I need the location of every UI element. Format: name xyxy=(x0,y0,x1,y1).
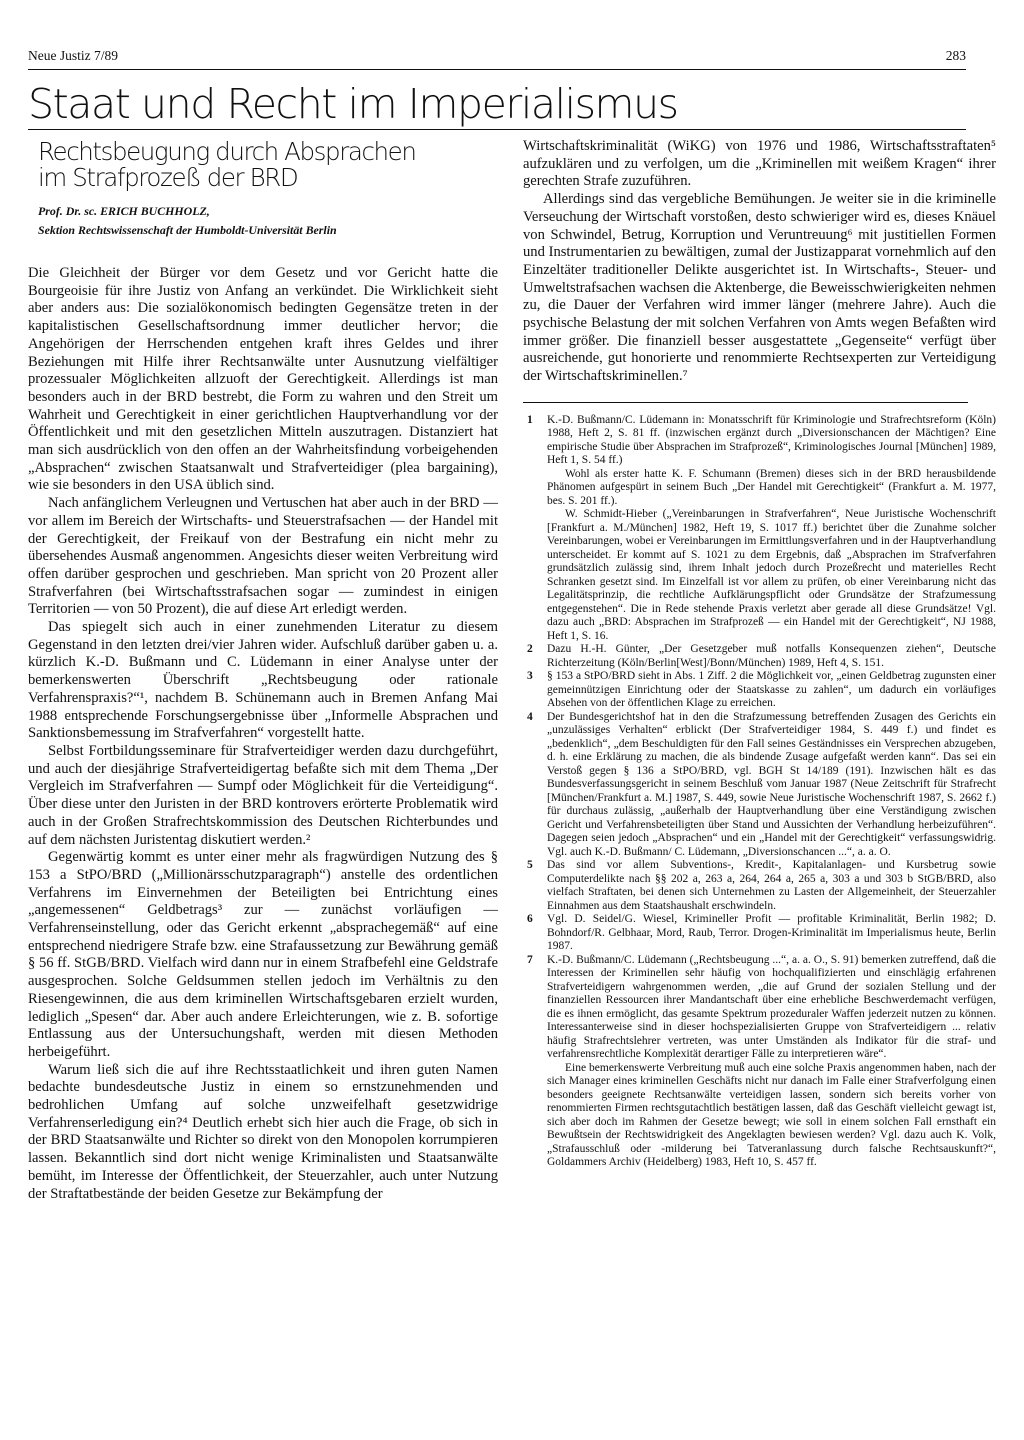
footnote-number: 6 xyxy=(527,913,533,926)
footnote-text xyxy=(547,670,996,711)
body-paragraph: Nach anfänglichem Verleugnen und Vertuschen hat aber auch in der BRD — vor allem im Bereich der Wirtschafts- und Steuerstrafsachen — der Handel mit der Gerechtigkeit, der Freikauf von der Bestrafung ein nicht mehr zu übersehendes Ausmaß angenommen. Angesichts dieser weiten Verbreitung wird offen darüber gesprochen und geschrieben. Man spricht von 20 Prozent aller Strafverfahren (bei Wirtschaftsstrafsachen sogar — zumindest in einigen Territorien — von 50 Prozent), die auf diese Art erledigt werden. xyxy=(28,495,498,618)
footnote-paragraph: K.-D. Bußmann/C. Lüdemann („Rechtsbeugung ...“, a. a. O., S. 91) bemerken zutreffend, daß die Interessen der Kriminellen sehr häufig von hochqualifizierten und einschlägig erfahrenen Strafverteidigern wahrgenommen werden, „die auf Grund der sozialen Stellung und der finanziellen Ressourcen ihrer Mandantschaft über eine erhebliche Beschwerdemacht verfügen, die es ihnen ermöglicht, das gesamte Spektrum prozeduraler Waffen jederzeit nutzen zu können. Interessanterweise sind in dieser hochspezialisierten Gruppe von Strafverteidigern ... relativ häufig Strafrechtslehrer vertreten, was unter Umständen als Indikator für die straf- und verfahrensrechtliche Komplexität derartiger Fälle zu interpretieren wäre“. xyxy=(547,953,996,1061)
footnote xyxy=(523,954,996,1170)
footnote xyxy=(523,913,996,954)
footnotes xyxy=(523,414,996,1170)
journal-issue: Neue Justiz 7/89 xyxy=(28,48,118,63)
author-block xyxy=(38,202,498,240)
footnote-number: 4 xyxy=(527,710,533,723)
body-paragraph: Allerdings sind das vergebliche Bemühungen. Je weiter sie in die kriminelle Verseuchung der Wirtschaft vorstoßen, desto schwieriger wird es, dieses Knäuel von Schwindel, Betrug, Korruption und Veruntreuung⁶ mit justitiellen Formen und Instrumentarien zu bewältigen, zumal der Justizapparat vornehmlich auf den Einzeltäter traditioneller Delikte ausgerichtet ist. In Wirtschafts-, Steuer- und Umweltstrafsachen wachsen die Aktenberge, die Beweisschwierigkeiten nehmen zu, die Dauer der Verfahren wird immer länger (mehrere Jahre). Auch die psychische Belastung der mit solchen Verfahren von Amts wegen Befaßten wird immer größer. Die finanziell besser ausgestattete „Gegenseite“ verfügt über ausreichende, gut honorierte und renommierte Rechtsexperten zur Verteidigung der Wirtschaftskriminellen.⁷ xyxy=(523,191,996,385)
footnote-text xyxy=(547,643,996,670)
footnote xyxy=(523,859,996,913)
footnote-text xyxy=(547,859,996,913)
footnote xyxy=(523,414,996,644)
footnote-text xyxy=(547,913,996,954)
footnote-paragraph: Vgl. D. Seidel/G. Wiesel, Krimineller Profit — profitable Kriminalität, Berlin 1982; D. Bohndorf/R. Gelbhaar, Mord, Raub, Terror. Drogen-Kriminalität im Imperialismus heute, Berlin 1987. xyxy=(547,913,996,953)
body-paragraph: Warum ließ sich die auf ihre Rechtsstaatlichkeit und ihren guten Namen bedachte bundesdeutsche Justiz in einem so ernstzunehmenden und bedrohlichen Umfang auf solche unzweifelhaft gesetzwidrige Verfahrenserledigung ein?⁴ Deutlich erhebt sich hier auch die Frage, ob sich in der BRD Staatsanwälte und Richter so direkt von den Monopolen korrumpieren lassen. Bekanntlich sind dort nicht wenige Kriminalisten und Staatsanwälte bemüht, im Interesse der Öffentlichkeit, der Steuerzahler, auch unter Nutzung der Straftatbestände der beiden Gesetze zur Bekämpfung der xyxy=(28,1061,498,1202)
footnote-number: 3 xyxy=(527,670,533,683)
footnote-text xyxy=(547,711,996,860)
article-title-line: Rechtsbeugung durch Absprachen xyxy=(38,137,416,166)
article-body-left xyxy=(28,265,498,1203)
footnote-number: 2 xyxy=(527,643,533,656)
footnote xyxy=(523,643,996,670)
author-name: Prof. Dr. sc. ERICH BUCHHOLZ, xyxy=(38,204,210,218)
header-rule xyxy=(28,69,966,70)
page-number: 283 xyxy=(945,48,966,63)
running-header xyxy=(28,48,966,68)
footnote-paragraph: Das sind vor allem Subventions-, Kredit-, Kapitalanlagen- und Kursbetrug sowie Computerdelikte nach §§ 202 a, 263 a, 264, 264 a, 265 a, 303 a und 303 b StGB/BRD, also vielfach Straftaten, bei denen sich Unternehmen zu Lasten der Allgemeinheit, der Steuerzahler Einnahmen aus dem Staatshaushalt erschwindeln. xyxy=(547,859,996,912)
footnote-number: 5 xyxy=(527,859,533,872)
body-paragraph: Gegenwärtig kommt es unter einer mehr als fragwürdigen Nutzung des § 153 a StPO/BRD („Millionärsschutzparagraph“) anstelle des ordentlichen Verfahrens im Einvernehmen der Beteiligten bei Entrichtung eines „angemessenen“ Geldbetrags³ zur — zunächst vorläufigen — Verfahrenseinstellung, oder das Gericht erkennt „absprachegemäß“ auf eine entsprechend niedrigere Strafe bzw. eine Strafaussetzung zur Bewährung gemäß § 56 ff. StGB/BRD. Vielfach wird dann nur in einem Strafbefehl eine Geldstrafe ausgesprochen. Solche Geldsummen stellen jedoch im Verhältnis zu den Riesengewinnen, die aus dem kriminellen Wirtschaftsgebaren erzielt wurden, lediglich „Spesen“ dar. Aber auch andere Erleichterungen, wie z. B. sofortige Entlassung aus der Untersuchungshaft, werden mit diesen Methoden herbeigeführt. xyxy=(28,849,498,1060)
section-rule xyxy=(28,129,966,130)
article-body-right xyxy=(523,138,996,386)
article-title xyxy=(38,139,498,191)
body-paragraph: Selbst Fortbildungsseminare für Strafverteidiger werden dazu durchgeführt, und auch der diesjährige Strafverteidigertag befaßte sich mit dem Thema „Der Vergleich im Strafverfahren — Sumpf oder Möglichkeit für die Verteidigung“. Über diese unter den Juristen in der BRD kontrovers erörterte Problematik wird auch in der Großen Strafrechtskommission des Deutschen Richterbundes und auf dem nächsten Juristentag diskutiert werden.² xyxy=(28,742,498,848)
body-paragraph: Die Gleichheit der Bürger vor dem Gesetz und vor Gericht hatte die Bourgeoisie für ihre Justiz von Anfang an verkündet. Die Wirklichkeit sieht aber anders aus: Die sozialökonomisch bedingten Gegensätze treten in der kapitalistischen Gesellschaftsordnung immer deutlicher hervor; die Angehörigen der Herrschenden entgehen kraft ihres Geldes und ihrer Beziehungen mit Hilfe ihrer Rechtsanwälte unter Ausnutzung vielfältiger prozessualer Möglichkeiten allzuoft der Gerechtigkeit. Allerdings ist man besonders auch in der BRD bestrebt, die Form zu wahren und den Streit um Wahrheit und Gerechtigkeit in einer gerichtlichen Hauptverhandlung vor der Öffentlichkeit und mit den gesetzlichen Mitteln auszutragen. Distanziert hat man sich ausdrücklich von den offen an der Wahrheitsfindung vorbeigehenden „Absprachen“ zwischen Staatsanwalt und Strafverteidiger (plea bargaining), wie sie besonders in den USA üblich sind. xyxy=(28,265,498,494)
footnote-paragraph: Der Bundesgerichtshof hat in den die Strafzumessung betreffenden Zusagen des Gerichts ein „unzulässiges Verhalten“ erblickt (Der Strafverteidiger 1984, S. 449 f.) und findet es „bedenklich“, „dem Beschuldigten für den Fall seines Geständnisses ein Versprechen abzugeben, d. h. eine Erklärung zu machen, die als bindende Zusage aufgefaßt werden kann“. Das sei ein Verstoß gegen § 136 a StPO/BRD, vgl. BGH St 14/189 (191). Inzwischen hält es das Bundesverfassungsgericht in seinem Beschluß vom Januar 1987 (Neue Zeitschrift für Strafrecht [München/Frankfurt a. M.] 1987, S. 449, sowie Neue Juristische Wochenschrift 1987, S. 2662 f.) für durchaus zulässig, „außerhalb der Hauptverhandlung über eine Verständigung zwischen Gericht und Verfahrensbeteiligten über Stand und Aussichten der Verhandlung herbeizuführen“. Dagegen seien jedoch „Absprachen“ und ein „Handel mit der Gerechtigkeit“ verfassungswidrig. Vgl. auch K.-D. Bußmann/ C. Lüdemann, „Diversionschancen ...“, a. a. O. xyxy=(547,710,996,858)
footnote xyxy=(523,670,996,711)
body-paragraph: Wirtschaftskriminalität (WiKG) von 1976 und 1986, Wirtschaftsstraftaten⁵ aufzuklären und zu verfolgen, um die „Kriminellen mit weißem Kragen“ ihrer gerechten Strafe zuzuführen. xyxy=(523,138,996,190)
left-column xyxy=(28,138,498,1203)
footnote-paragraph: K.-D. Bußmann/C. Lüdemann in: Monatsschrift für Kriminologie und Strafrechtsreform (Köln) 1988, Heft 2, S. 81 ff. (inzwischen ergänzt durch „Diversionschancen der Mächtigen? Eine empirische Studie über Absprachen im Strafprozeß“, Kriminologisches Journal [München] 1989, Heft 1, S. 54 ff.) xyxy=(547,413,996,467)
section-title: Staat und Recht im Imperialismus xyxy=(28,80,678,128)
footnote-text xyxy=(547,954,996,1170)
author-affiliation: Sektion Rechtswissenschaft der Humboldt-Universität Berlin xyxy=(38,223,337,237)
footnote-text xyxy=(547,414,996,644)
article-title-line: im Strafprozeß der BRD xyxy=(38,163,298,192)
footnote-paragraph: Dazu H.-H. Günter, „Der Gesetzgeber muß notfalls Konsequenzen ziehen“, Deutsche Richterzeitung (Köln/Berlin[West]/Bonn/München) 1989, Heft 4, S. 151. xyxy=(547,643,996,669)
footnote xyxy=(523,711,996,860)
footnote-number: 7 xyxy=(527,953,533,966)
footnote-paragraph: Eine bemerkenswerte Verbreitung muß auch eine solche Praxis angenommen haben, nach der sich Manager eines kriminellen Geschäfts nicht nur danach im Falle einer Strafverfolgung einen besonders geeignete Rechtsanwälte verteidigen lassen, sondern sich bereits vorher von renommierten Firmen rechtsgutachtlich bestätigen lassen, daß das Geschäft vielleicht gewagt ist, sich aber doch im Rahmen der Gesetze bewegt; wie soll in einem solchen Fall ernsthaft ein Bewußtsein der Rechtswidrigkeit des Angeklagten bewiesen werden? Vgl. dazu auch K. Volk, „Strafausschluß oder -milderung bei Tatveranlassung durch falsche Rechtsauskunft?“, Goldammers Archiv (Heidelberg) 1983, Heft 10, S. 457 ff. xyxy=(547,1061,996,1169)
footnote-paragraph: Wohl als erster hatte K. F. Schumann (Bremen) dieses sich in der BRD herausbildende Phänomen aufgespürt in seinem Buch „Der Handel mit Gerechtigkeit“ (Frankfurt a. M. 1977, bes. S. 201 ff.). xyxy=(547,467,996,507)
footnote-paragraph: § 153 a StPO/BRD sieht in Abs. 1 Ziff. 2 die Möglichkeit vor, „einen Geldbetrag zugunsten einer gemeinnützigen Einrichtung oder der Staatskasse zu zahlen“, um dadurch ein vorläufiges Absehen von der öffentlichen Klage zu erreichen. xyxy=(547,670,996,710)
right-column xyxy=(523,138,996,1170)
body-paragraph: Das spiegelt sich auch in einer zunehmenden Literatur zu diesem Gegenstand in den letzten drei/vier Jahren wider. Aufschluß darüber gaben u. a. kürzlich K.-D. Bußmann und C. Lüdemann in einer Analyse unter der bemerkenswerten Überschrift „Rechtsbeugung oder rationale Verfahrenspraxis?“¹, nachdem B. Schünemann auch in Bremen Anfang Mai 1988 entsprechende Forschungsergebnisse über „Informelle Absprachen und Sanktionsbemessung im Strafverfahren“ vorgestellt hatte. xyxy=(28,619,498,742)
footnote-paragraph: W. Schmidt-Hieber („Vereinbarungen in Strafverfahren“, Neue Juristische Wochenschrift [Frankfurt a. M./München] 1982, Heft 19, S. 1017 ff.) berichtet über die Zunahme solcher Vereinbarungen, wobei er Vereinbarungen im Ermittlungsverfahren und in der Hauptverhandlung unterscheidet. Er kommt auf S. 1021 zu dem Ergebnis, daß „Absprachen im Strafverfahren grundsätzlich zulässig sind, ihrem Inhalt jedoch durch Prozeßrecht und materielles Recht Schranken gesetzt sind. Im Einzelfall ist vor allem zu prüfen, ob einer Vereinbarung nicht das Legalitätsprinzip, die rechtliche Aufklärungspflicht oder Grundsätze der Strafzumessung entgegenstehen“. Die in Rede stehende Praxis verletzt aber gerade all diese Grundsätze! Vgl. dazu auch „BRD: Absprachen im Strafprozeß — ein Handel mit der Gerechtigkeit“, NJ 1988, Heft 1, S. 16. xyxy=(547,508,996,642)
footnote-rule xyxy=(523,402,968,403)
footnote-number: 1 xyxy=(527,413,533,426)
